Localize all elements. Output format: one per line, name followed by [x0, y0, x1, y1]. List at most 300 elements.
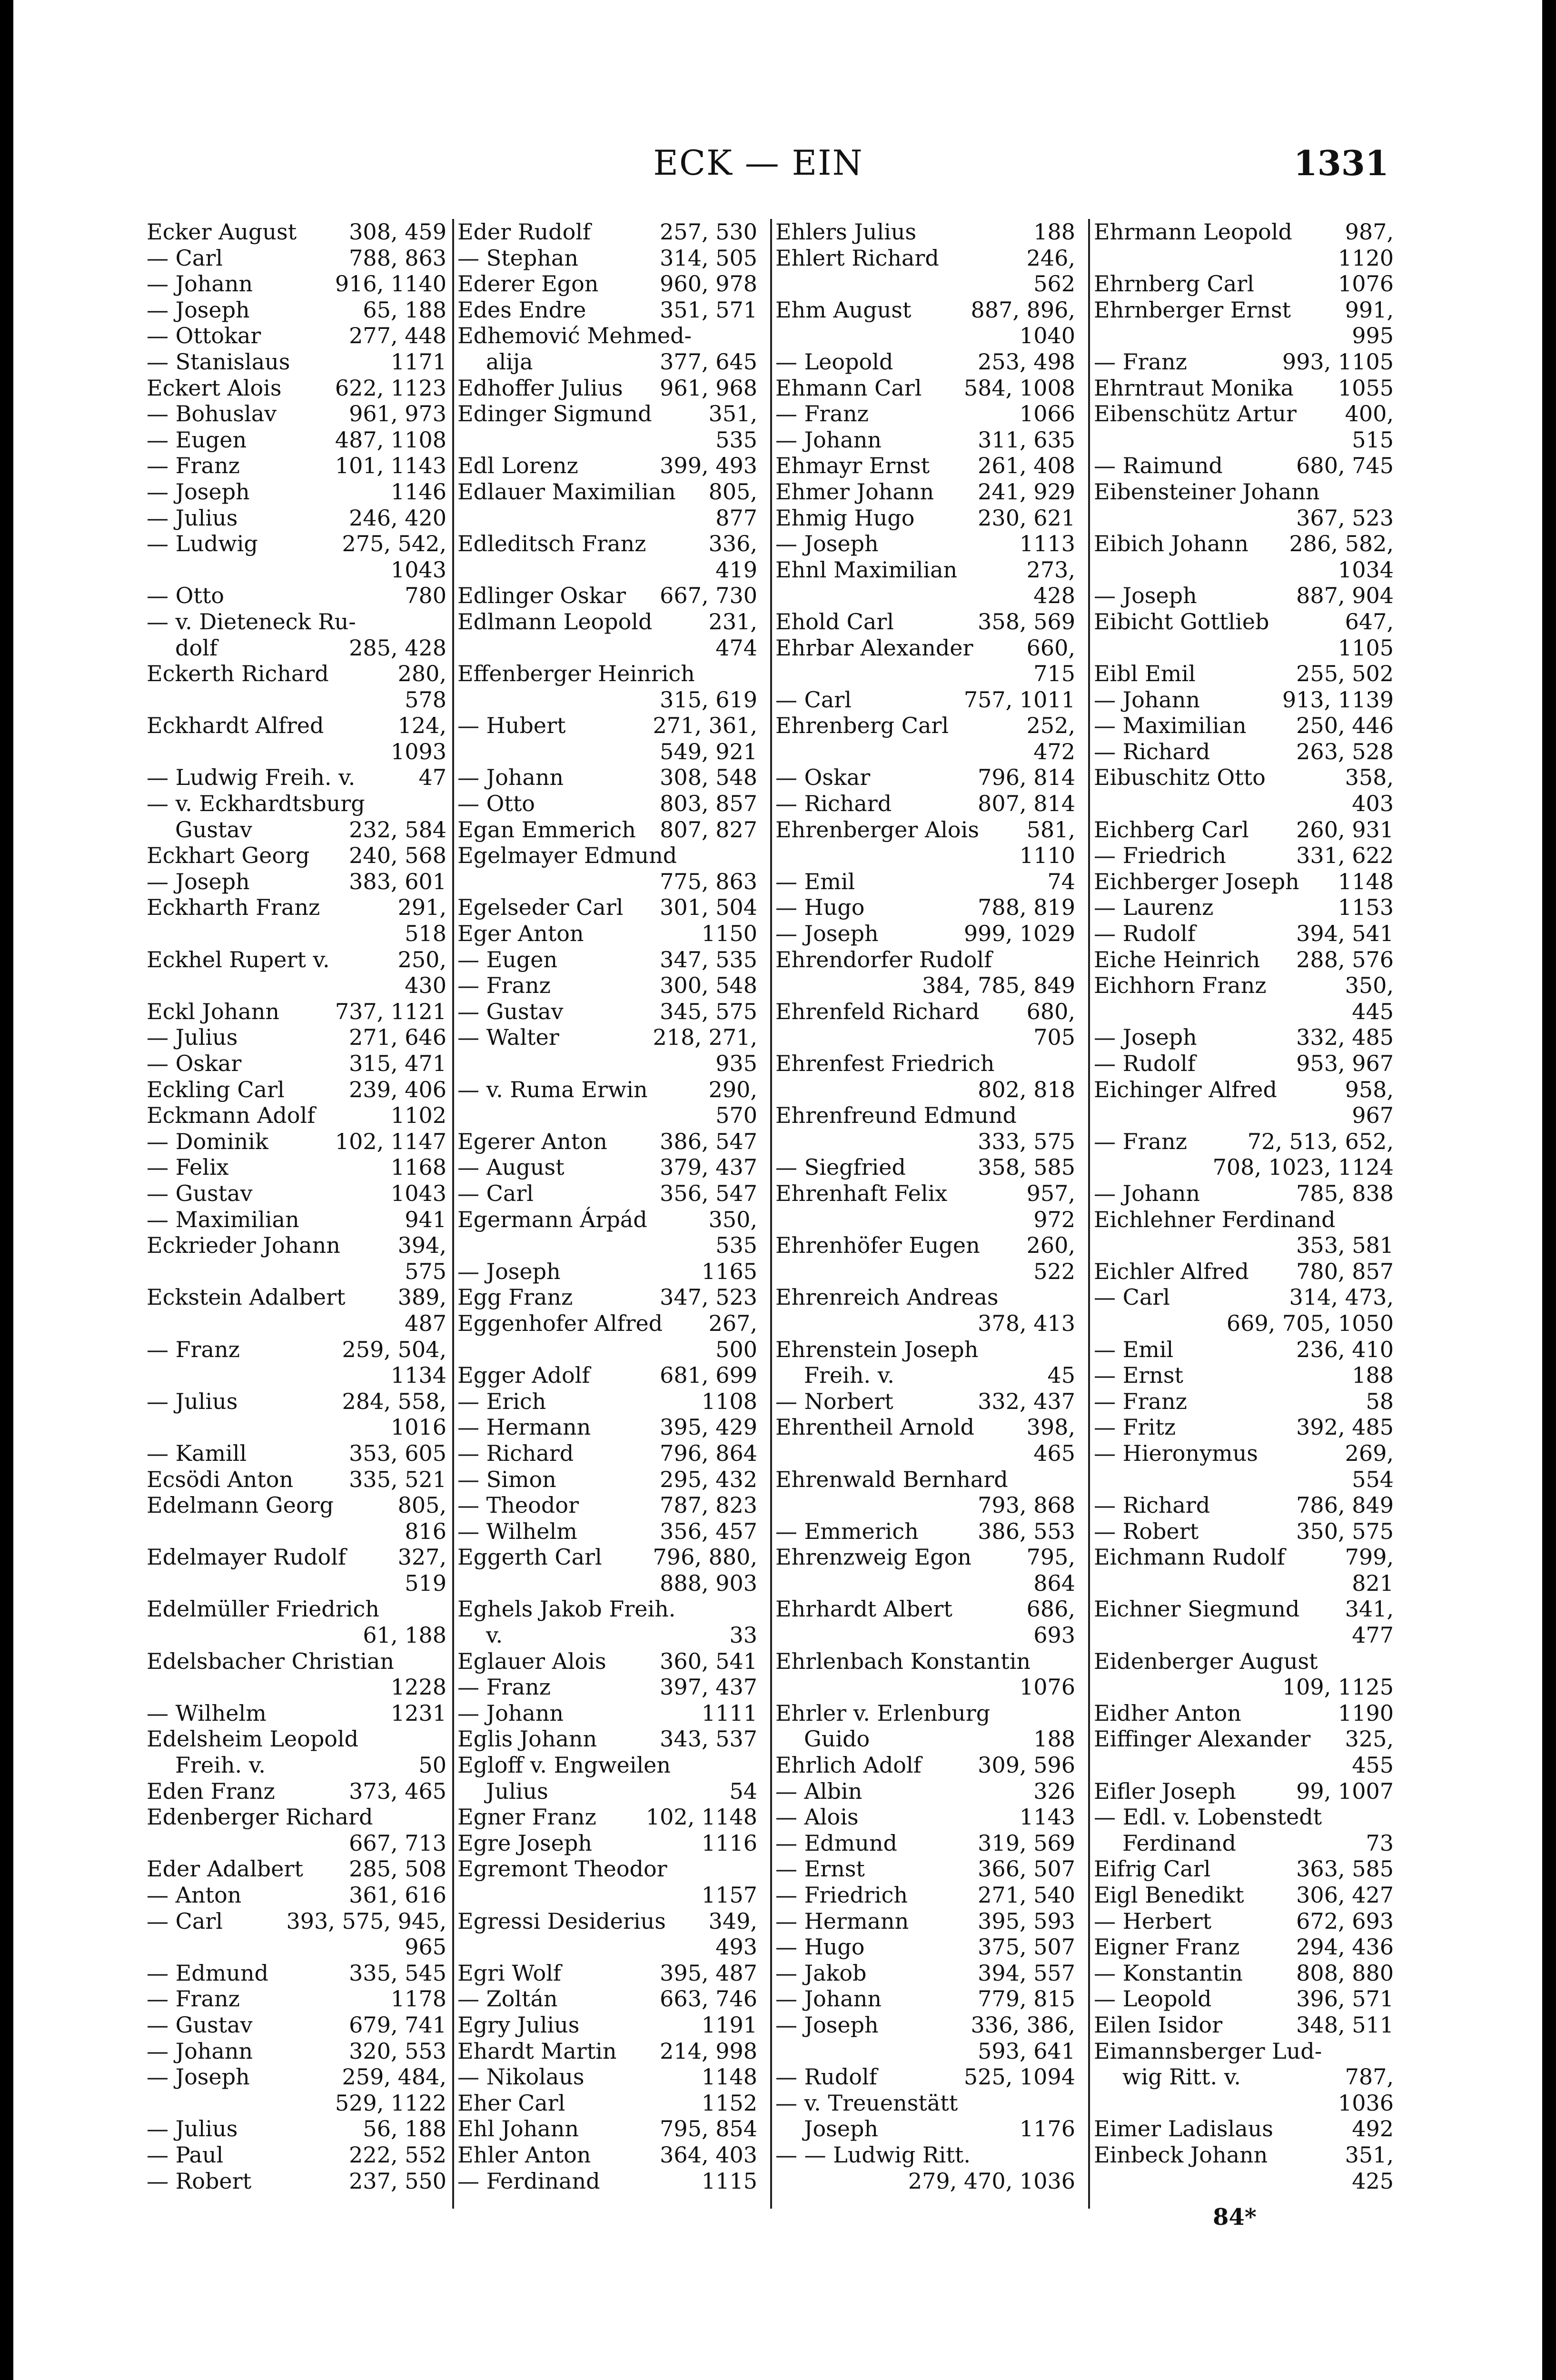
entry-name: — Albin [775, 1778, 862, 1804]
entry-name: — Edmund [775, 1830, 897, 1856]
entry-pages: 336, 386, [971, 2012, 1075, 2038]
column-divider [452, 219, 454, 2209]
entry-pages: 793, 868 [978, 1492, 1075, 1518]
entry-pages: 680, 745 [1296, 453, 1394, 479]
index-line [1094, 1051, 1398, 1077]
entry-pages: 326 [1033, 1778, 1075, 1804]
entry-pages: 74 [1047, 868, 1075, 894]
index-line [1094, 869, 1398, 895]
entry-pages: 1152 [701, 2090, 757, 2116]
entry-name: — Wilhelm [147, 1700, 267, 1726]
entry-pages: 1134 [390, 1362, 446, 1388]
index-line [457, 1596, 762, 1622]
entry-pages: 350, [1345, 972, 1394, 999]
entry-pages: 399, 493 [660, 453, 757, 479]
entry-name: — August [457, 1154, 565, 1180]
entry-pages: 1231 [390, 1700, 446, 1726]
entry-pages: 288, 576 [1296, 946, 1394, 972]
entry-pages: 788, 863 [349, 245, 446, 271]
index-line [775, 1154, 1080, 1180]
entry-pages: 529, 1122 [335, 2090, 446, 2116]
index-line [457, 947, 762, 973]
index-line [457, 1518, 762, 1545]
entry-pages: 271, 540 [978, 1882, 1075, 1908]
index-line [775, 1544, 1080, 1570]
entry-pages: 535 [715, 1232, 757, 1259]
index-line [147, 1830, 451, 1856]
entry-pages: 400, [1345, 401, 1394, 427]
entry-pages: 250, 446 [1296, 713, 1394, 739]
entry-pages: 1055 [1338, 375, 1394, 401]
entry-pages: 935 [715, 1051, 757, 1076]
index-line [457, 1804, 762, 1830]
index-line [147, 1596, 451, 1622]
index-line [775, 609, 1080, 635]
index-line [1094, 1960, 1398, 1986]
index-line [457, 713, 762, 739]
index-line [1094, 1518, 1398, 1545]
entry-pages: 300, 548 [660, 972, 757, 999]
index-line [147, 583, 451, 609]
entry-name: Eichler Alfred [1094, 1258, 1249, 1284]
index-line [775, 297, 1080, 323]
index-line [1094, 687, 1398, 713]
entry-pages: 394, 557 [978, 1960, 1075, 1986]
entry-pages: 347, 523 [660, 1284, 757, 1310]
index-line [147, 1414, 451, 1440]
entry-name: — Ferdinand [457, 2168, 600, 2194]
entry-pages: 273, [1026, 556, 1075, 583]
index-line [1094, 453, 1398, 479]
index-line [147, 557, 451, 583]
entry-pages: 1108 [701, 1388, 757, 1414]
index-line [1094, 2116, 1398, 2142]
entry-pages: 290, [708, 1076, 757, 1102]
entry-pages: 252, [1026, 713, 1075, 739]
entry-pages: 295, 432 [660, 1466, 757, 1492]
entry-name: Ehrlenbach Konstantin [775, 1648, 1031, 1674]
entry-pages: 991, [1345, 297, 1394, 323]
index-line [147, 2090, 451, 2116]
entry-name: Eggenhofer Alfred [457, 1310, 663, 1336]
index-line [147, 921, 451, 947]
index-line [457, 817, 762, 843]
index-line [1094, 921, 1398, 947]
entry-pages: 455 [1352, 1752, 1394, 1778]
entry-pages: 255, 502 [1296, 661, 1394, 687]
index-line [1094, 531, 1398, 557]
entry-pages: 301, 504 [660, 894, 757, 921]
entry-name: Ehrenzweig Egon [775, 1544, 972, 1570]
entry-name: Egner Franz [457, 1804, 596, 1830]
entry-name: — Ottokar [147, 323, 261, 349]
index-line [1094, 1154, 1398, 1180]
index-line [147, 1467, 451, 1493]
index-line [147, 972, 451, 999]
index-line [457, 401, 762, 427]
entry-name: — Joseph [457, 1258, 561, 1284]
entry-name: Ehrendorfer Rudolf [775, 946, 992, 972]
entry-name: — Eugen [147, 426, 247, 453]
entry-name: — Joseph [775, 531, 879, 557]
entry-pages: 331, 622 [1296, 843, 1394, 869]
entry-name: — Franz [147, 1336, 240, 1362]
index-line [457, 531, 762, 557]
entry-pages: 58 [1366, 1388, 1394, 1414]
entry-name: Edlauer Maximilian [457, 478, 676, 505]
index-line [1094, 1570, 1398, 1597]
entry-pages: 246, [1026, 245, 1075, 271]
entry-pages: 1076 [1338, 271, 1394, 297]
entry-name: Eimannsberger Lud- [1094, 2038, 1322, 2064]
entry-pages: 350, 575 [1296, 1518, 1394, 1544]
entry-pages: 325, [1345, 1726, 1394, 1752]
index-line [775, 1596, 1080, 1622]
entry-name: Eibuschitz Otto [1094, 764, 1266, 791]
entry-pages: 1036 [1338, 2090, 1394, 2116]
entry-name: alija [486, 348, 533, 375]
entry-pages: 73 [1366, 1830, 1394, 1856]
index-line [775, 1388, 1080, 1415]
entry-name: Eifrig Carl [1094, 1856, 1211, 1882]
entry-pages: 280, [397, 661, 446, 687]
entry-pages: 554 [1352, 1466, 1394, 1492]
entry-pages: 1110 [1019, 843, 1075, 869]
index-line [1094, 583, 1398, 609]
entry-pages: 353, 581 [1296, 1232, 1394, 1259]
index-line [457, 869, 762, 895]
entry-pages: 1191 [701, 2012, 757, 2038]
index-line [1094, 1674, 1398, 1700]
index-line [775, 1259, 1080, 1285]
entry-pages: 277, 448 [349, 323, 446, 349]
entry-pages: 518 [405, 921, 446, 947]
entry-pages: 386, 547 [660, 1128, 757, 1154]
entry-pages: 101, 1143 [335, 453, 446, 479]
entry-name: Ehm August [775, 297, 912, 323]
entry-pages: 271, 361, [653, 713, 757, 739]
index-line [775, 2168, 1080, 2194]
index-line [775, 1778, 1080, 1805]
index-line [457, 791, 762, 817]
entry-name: Edelmann Georg [147, 1492, 334, 1518]
index-line [457, 2168, 762, 2194]
index-line [457, 687, 762, 713]
entry-name: Ehrenfeld Richard [775, 998, 980, 1024]
entry-pages: 358, 569 [978, 608, 1075, 635]
entry-name: — Johann [147, 2038, 253, 2064]
entry-name: Edelsheim Leopold [147, 1726, 359, 1752]
entry-pages: 1115 [701, 2168, 757, 2194]
index-line [775, 349, 1080, 375]
index-line [775, 635, 1080, 661]
entry-name: Edelmüller Friedrich [147, 1596, 379, 1622]
entry-pages: 803, 857 [660, 791, 757, 817]
entry-name: Eckhel Rupert v. [147, 946, 330, 972]
entry-pages: 999, 1029 [963, 921, 1075, 947]
entry-name: — Ludwig [147, 531, 258, 557]
entry-pages: 425 [1352, 2168, 1394, 2194]
entry-name: Eichlehner Ferdinand [1094, 1206, 1336, 1232]
entry-name: — Julius [147, 1024, 238, 1051]
entry-pages: 780, 857 [1296, 1258, 1394, 1284]
index-line [1094, 1492, 1398, 1518]
entry-pages: 351, 571 [660, 297, 757, 323]
index-line [147, 687, 451, 713]
index-line [457, 427, 762, 453]
entry-name: — Theodor [457, 1492, 579, 1518]
index-line [775, 583, 1080, 609]
index-line [457, 739, 762, 765]
index-line [1094, 2012, 1398, 2038]
index-line [1094, 1337, 1398, 1363]
index-line [147, 1570, 451, 1597]
entry-name: Eibensteiner Johann [1094, 478, 1320, 505]
index-line [775, 1804, 1080, 1830]
entry-name: — Maximilian [1094, 713, 1247, 739]
entry-pages: 269, [1345, 1440, 1394, 1466]
index-line [775, 219, 1080, 245]
entry-pages: 1150 [701, 921, 757, 947]
index-line [147, 1726, 451, 1752]
index-line [775, 661, 1080, 687]
index-line [775, 1622, 1080, 1648]
entry-pages: 361, 616 [349, 1882, 446, 1908]
entry-name: Eichner Siegmund [1094, 1596, 1300, 1622]
entry-name: — Franz [1094, 1388, 1187, 1414]
entry-name: Ehmayr Ernst [775, 453, 930, 479]
entry-name: Edhemović Mehmed- [457, 323, 692, 349]
index-line [1094, 375, 1398, 401]
entry-name: Edlmann Leopold [457, 608, 653, 635]
entry-pages: 308, 548 [660, 764, 757, 791]
entry-pages: 1178 [390, 1986, 446, 2012]
entry-name: Ehrenhöfer Eugen [775, 1232, 980, 1259]
index-line [775, 999, 1080, 1025]
index-line [457, 1388, 762, 1415]
index-line [457, 1414, 762, 1440]
index-line [775, 1077, 1080, 1103]
entry-pages: 1228 [390, 1674, 446, 1700]
entry-name: Ehrnberg Carl [1094, 271, 1254, 297]
entry-name: Egelmayer Edmund [457, 843, 677, 869]
index-line [1094, 1622, 1398, 1648]
entry-name: — Johann [775, 1986, 882, 2012]
entry-pages: 779, 815 [978, 1986, 1075, 2012]
index-line [775, 1440, 1080, 1467]
entry-pages: 333, 575 [978, 1128, 1075, 1154]
entry-pages: 349, [708, 1908, 757, 1934]
index-line [147, 1492, 451, 1518]
entry-pages: 314, 473, [1289, 1284, 1394, 1310]
index-line [775, 1960, 1080, 1986]
index-line [457, 2012, 762, 2038]
entry-name: Egan Emmerich [457, 816, 636, 843]
entry-pages: 961, 968 [660, 375, 757, 401]
index-line [1094, 1934, 1398, 1960]
entry-name: Ehrenreich Andreas [775, 1284, 999, 1310]
entry-name: Eibicht Gottlieb [1094, 608, 1269, 635]
index-line [147, 635, 451, 661]
entry-pages: 887, 896, [971, 297, 1075, 323]
entry-pages: 294, 436 [1296, 1934, 1394, 1960]
entry-name: — Simon [457, 1466, 556, 1492]
entry-name: Edenberger Richard [147, 1804, 373, 1830]
entry-pages: 787, [1345, 2064, 1394, 2090]
entry-pages: 593, 641 [978, 2038, 1075, 2064]
entry-pages: 260, 931 [1296, 816, 1394, 843]
entry-name: Eggerth Carl [457, 1544, 602, 1570]
index-line [1094, 1388, 1398, 1415]
entry-pages: 102, 1148 [645, 1804, 757, 1830]
index-line [457, 1467, 762, 1493]
entry-name: — Laurenz [1094, 894, 1214, 921]
index-line [147, 297, 451, 323]
entry-pages: 472 [1033, 738, 1075, 764]
entry-pages: 493 [715, 1934, 757, 1960]
entry-pages: 796, 864 [660, 1440, 757, 1466]
entry-name: — Carl [147, 1908, 223, 1934]
index-line [1094, 479, 1398, 505]
index-line [1094, 1804, 1398, 1830]
entry-pages: 805, [708, 478, 757, 505]
entry-pages: 377, 645 [660, 348, 757, 375]
index-line [457, 1207, 762, 1233]
index-line [457, 1726, 762, 1752]
entry-name: Eiche Heinrich [1094, 946, 1260, 972]
index-line [1094, 894, 1398, 921]
index-line [457, 972, 762, 999]
entry-name: — Maximilian [147, 1206, 299, 1232]
entry-pages: 314, 505 [660, 245, 757, 271]
entry-name: Eichinger Alfred [1094, 1076, 1277, 1102]
entry-pages: 562 [1033, 271, 1075, 297]
entry-pages: 1016 [390, 1414, 446, 1440]
entry-pages: 241, 929 [978, 478, 1075, 505]
entry-name: — Edl. v. Lobenstedt [1094, 1804, 1322, 1830]
entry-name: — v. Ruma Erwin [457, 1076, 648, 1102]
entry-pages: 56, 188 [363, 2116, 446, 2142]
entry-pages: 1157 [701, 1882, 757, 1908]
entry-name: Egre Joseph [457, 1830, 592, 1856]
entry-pages: 188 [1033, 1726, 1075, 1752]
entry-name: Ehrentheil Arnold [775, 1414, 975, 1440]
entry-name: — Hugo [775, 894, 865, 921]
entry-pages: 795, [1026, 1544, 1075, 1570]
index-line [775, 505, 1080, 531]
entry-pages: 622, 1123 [335, 375, 446, 401]
index-line [147, 1129, 451, 1155]
entry-pages: 965 [405, 1934, 446, 1960]
index-line [775, 2038, 1080, 2064]
index-line [775, 1051, 1080, 1077]
index-line [147, 1207, 451, 1233]
index-line [1094, 999, 1398, 1025]
index-line [457, 1180, 762, 1207]
entry-name: — Emil [1094, 1336, 1174, 1362]
entry-name: — Erich [457, 1388, 546, 1414]
entry-pages: 214, 998 [660, 2038, 757, 2064]
entry-name: — v. Eckhardtsburg [147, 791, 365, 817]
entry-name: — Otto [147, 583, 224, 609]
index-line [147, 1024, 451, 1051]
entry-name: Eckert Alois [147, 375, 282, 401]
index-line [775, 1207, 1080, 1233]
entry-pages: 393, 575, 945, [286, 1908, 446, 1934]
index-line [147, 1934, 451, 1960]
index-line [1094, 1830, 1398, 1856]
entry-name: — Joseph [775, 921, 879, 947]
entry-name: — Franz [775, 401, 869, 427]
index-line [775, 453, 1080, 479]
index-line [147, 661, 451, 687]
entry-name: — Emmerich [775, 1518, 919, 1544]
entry-pages: 1093 [390, 738, 446, 764]
entry-pages: 394, [397, 1232, 446, 1259]
entry-pages: 239, 406 [349, 1076, 446, 1102]
entry-name: Eder Adalbert [147, 1856, 303, 1882]
entry-pages: 570 [715, 1102, 757, 1129]
entry-pages: 796, 814 [978, 764, 1075, 791]
index-line [775, 687, 1080, 713]
index-line [147, 427, 451, 453]
entry-pages: 1040 [1019, 323, 1075, 349]
entry-name: — Jakob [775, 1960, 867, 1986]
entry-name: — Leopold [1094, 1986, 1212, 2012]
index-line [147, 479, 451, 505]
entry-pages: 445 [1352, 998, 1394, 1024]
entry-pages: 799, [1345, 1544, 1394, 1570]
entry-name: — Julius [147, 1388, 238, 1414]
entry-name: — Robert [147, 2168, 252, 2194]
entry-pages: 222, 552 [349, 2142, 446, 2168]
entry-pages: 780 [405, 583, 446, 609]
index-line [147, 1180, 451, 1207]
entry-name: — Oskar [147, 1051, 242, 1076]
entry-pages: 351, [1345, 2142, 1394, 2168]
entry-pages: 379, 437 [660, 1154, 757, 1180]
index-line [1094, 1024, 1398, 1051]
index-line [457, 843, 762, 869]
entry-pages: 987, [1345, 219, 1394, 245]
entry-pages: 275, 542, [342, 531, 446, 557]
entry-name: — Rudolf [1094, 1051, 1196, 1076]
entry-pages: 267, [708, 1310, 757, 1336]
index-line [775, 1129, 1080, 1155]
index-line [1094, 557, 1398, 583]
entry-pages: 487 [405, 1310, 446, 1336]
entry-pages: 398, [1026, 1414, 1075, 1440]
entry-pages: 188 [1033, 219, 1075, 245]
entry-name: — Robert [1094, 1518, 1199, 1544]
entry-pages: 1171 [390, 348, 446, 375]
index-line [457, 2090, 762, 2116]
index-line [457, 609, 762, 635]
entry-pages: 888, 903 [660, 1570, 757, 1596]
entry-pages: 230, 621 [978, 505, 1075, 531]
entry-name: Ehrlich Adolf [775, 1752, 922, 1778]
index-line [457, 894, 762, 921]
directory-page [13, 0, 1542, 2380]
index-line [147, 791, 451, 817]
entry-name: — Hermann [775, 1908, 909, 1934]
index-line [1094, 349, 1398, 375]
index-line [147, 349, 451, 375]
index-line [775, 271, 1080, 297]
entry-pages: 65, 188 [363, 297, 446, 323]
entry-name: — Otto [457, 791, 535, 817]
entry-name: Edhoffer Julius [457, 375, 623, 401]
